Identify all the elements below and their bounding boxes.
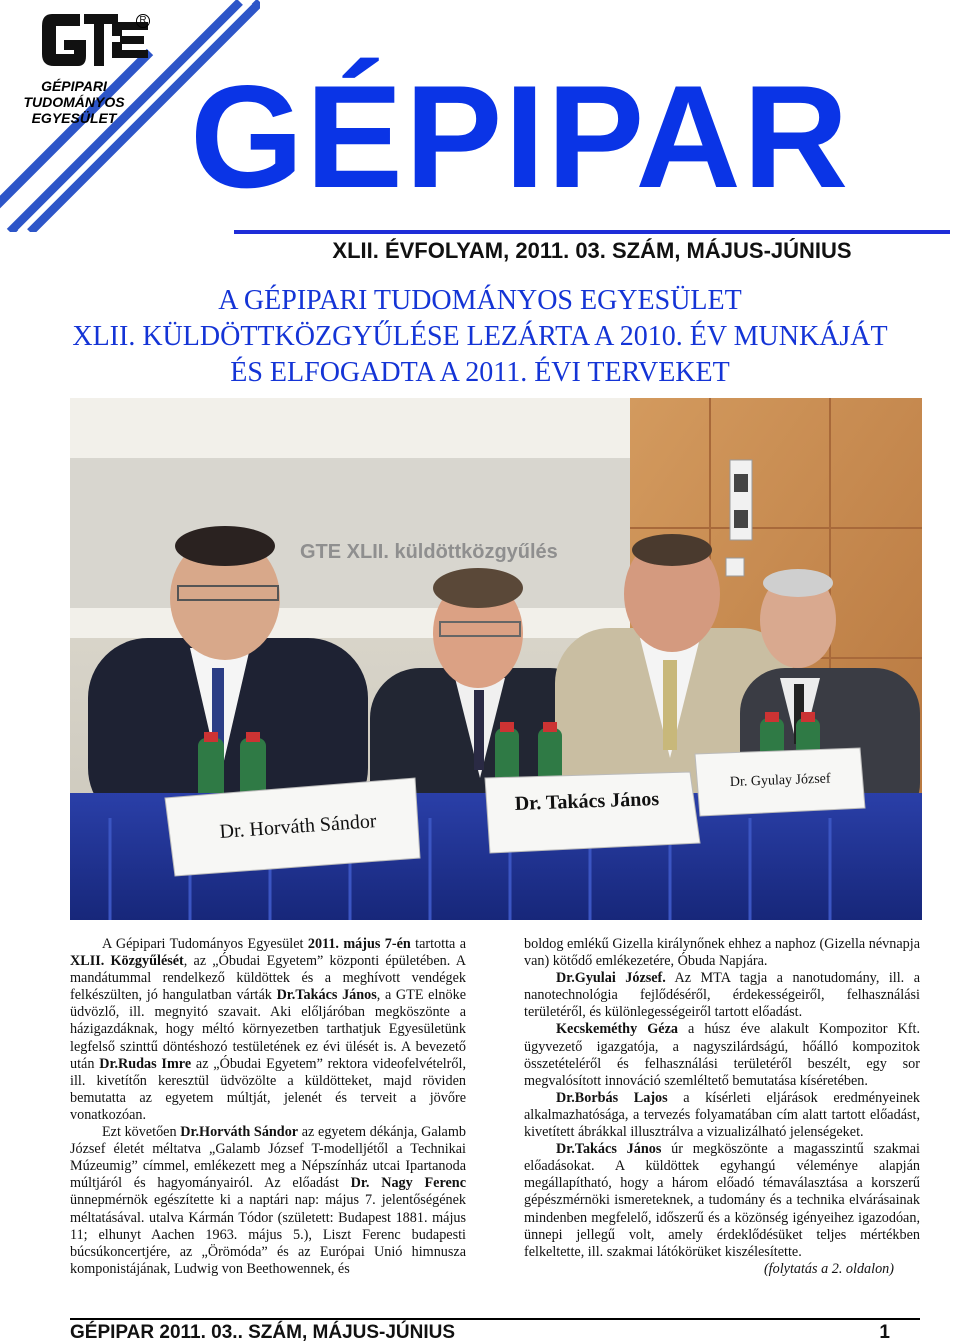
footer-rule (70, 1318, 920, 1320)
text-run: 2011. május 7-én (307, 936, 411, 952)
left-paragraph-2 (70, 1124, 466, 1278)
left-paragraph-1 (70, 936, 466, 1124)
text-run: tartotta a (410, 936, 466, 952)
nameplate-takacs: Dr. Takács János (514, 787, 660, 815)
text-run: A Gépipari Tudományos Egyesület (102, 936, 308, 952)
text-run: Dr. Nagy Ferenc (350, 1175, 466, 1192)
headline-line-1: A GÉPIPARI TUDOMÁNYOS EGYESÜLET (218, 285, 742, 316)
page-number: 1 (879, 1322, 890, 1343)
headline-line-2: XLII. KÜLDÖTTKÖZGYŰLÉSE LEZÁRTA A 2010. ÉV MUNKÁJÁT (72, 321, 888, 352)
text-run: boldog emlékű Gizella királynőnek ehhez a naphoz (Gizella névnapja van) kötődő emlékezetére, Óbuda Napjára. (524, 936, 920, 970)
page-footer (70, 1322, 920, 1344)
text-run: úr megköszönte a magasszintű szakmai előadásokat. A küldöttek egyhangú véleménye alapján megállapítható, hogy a három előadó témaválasztása a korszerű gépészmérnöki ismereteknek, a tudomány és a technika elvárásainak mindenben megfelelő, időszerű és a közönség igényeihez igazodóan, ünnepi jellegű volt, amely érdeklődésüket teljes mértékben felkeltette, ill. szakmai látókörüket kiszélesítette. (524, 1141, 921, 1260)
text-run: Dr.Horváth Sándor (180, 1124, 299, 1141)
logo-line-1: GÉPIPARI (41, 78, 107, 94)
text-run: Dr.Takács János (556, 1141, 662, 1158)
text-run: ünnepmérnök egészítette ki a naptári nap: május 7. jelentőségének méltatásával. utalva Kármán Tódor (született: Budapest 1881. május 11; elhunyt Aachen 1963. május 5.), Liszt Ferenc budapesti búcsúkoncertjére, az „Örömóda” és az Európai Unió himnusza komponistájának, Ludwig von Beethowennek, és (70, 1192, 466, 1277)
text-run: Dr.Borbás Lajos (556, 1089, 668, 1106)
nameplate-horvath: Dr. Horváth Sándor (218, 810, 378, 843)
text-run: , a GTE elnöke üdvözlő, ill. megnyitó szavait. Aki előljáróban megköszönte a házigazdáknak, hogy méltó környezetben tarthatjuk Egyesületünk legfelső szinttű döntéshozó testületének ez évi ülését is. A bevezető után (70, 987, 466, 1072)
nameplate-gyulay: Dr. Gyulay József (729, 771, 831, 790)
registered-mark: R (136, 14, 150, 28)
text-run: Dr.Gyulai József. (556, 970, 666, 987)
masthead-title: GÉPIPAR (190, 55, 851, 218)
right-paragraph-4 (524, 1141, 920, 1261)
article-left-column (70, 936, 466, 1278)
text-run: XLII. Közgyűlését (70, 953, 184, 970)
text-run: Ezt követően (102, 1124, 181, 1141)
text-run: Az MTA tagja a nanotudomány, ill. a nanotechnológia fejlődéséről, érdekességeiről, felhasználási területéről, és különlegességeiről tartott előadást. (524, 970, 921, 1021)
gte-logo-icon (40, 8, 150, 72)
right-paragraph-1 (524, 970, 920, 1021)
right-paragraph-3 (524, 1090, 920, 1141)
right-paragraph-0 (524, 936, 920, 970)
issue-line: XLII. ÉVFOLYAM, 2011. 03. SZÁM, MÁJUS-JÚNIUS (332, 238, 852, 263)
text-run: az egyetem dékánja, Galamb József életét méltatva „Galamb József T-modelljétől a Technikai Múzeumig” címmel, emlékezett meg a Népszínház utcai Ipartanoda múltjáról és hagyományairól. Az előadást (70, 1124, 466, 1192)
footer-text: GÉPIPAR 2011. 03.. SZÁM, MÁJUS-JÚNIUS (70, 1322, 456, 1343)
masthead-rule (234, 230, 950, 234)
right-paragraph-2 (524, 1021, 920, 1089)
article-headline (40, 283, 920, 391)
text-run: a húsz éve alakult Kompozitor Kft. ügyvezető igazgatója, a nagyszilárdságú, hőálló kompozitok összetételéről és felhasználási területéről beszélt, egy sor megvalósított innováció szemléltető bemutatása kíséretében. (524, 1021, 921, 1089)
logo-wordmark (14, 78, 134, 126)
text-run: Dr.Takács János (276, 987, 377, 1004)
text-run: Kecskeméthy Géza (556, 1021, 678, 1038)
text-run: Dr.Rudas Imre (99, 1055, 192, 1072)
screen-text: GTE XLII. küldöttközgyűlés (300, 541, 558, 563)
text-run: a kísérleti eljárások eredményeinek alkalmazhatósága, a tervezés folyamatában cím alatt tartott előadást, kivetített ábrákkal illusztrálva a vizualizálható jelenségeket. (524, 1089, 920, 1141)
text-run: az „Óbudai Egyetem” rektora videofelvételről, ill. kivetítőn keresztül üdvözölte a küldötteket, majd röviden bemutatta az egyetem múltját, jelenét és terveit a jövőre vonatkozóan. (70, 1055, 466, 1123)
meeting-photo (70, 398, 922, 920)
logo-line-2: TUDOMÁNYOS (23, 94, 125, 110)
text-run: , az „Óbudai Egyetem” központi épületében. A mandátummal rendelkező küldöttek és a meghívott vendégek felkészülten, jó hangulatban várták (70, 953, 466, 1004)
continued-note: (folytatás a 2. oldalon) (763, 1260, 894, 1277)
logo-line-3: EGYESÜLET (31, 110, 117, 126)
article-right-column (524, 936, 920, 1278)
headline-line-3: ÉS ELFOGADTA A 2011. ÉVI TERVEKET (230, 357, 730, 388)
